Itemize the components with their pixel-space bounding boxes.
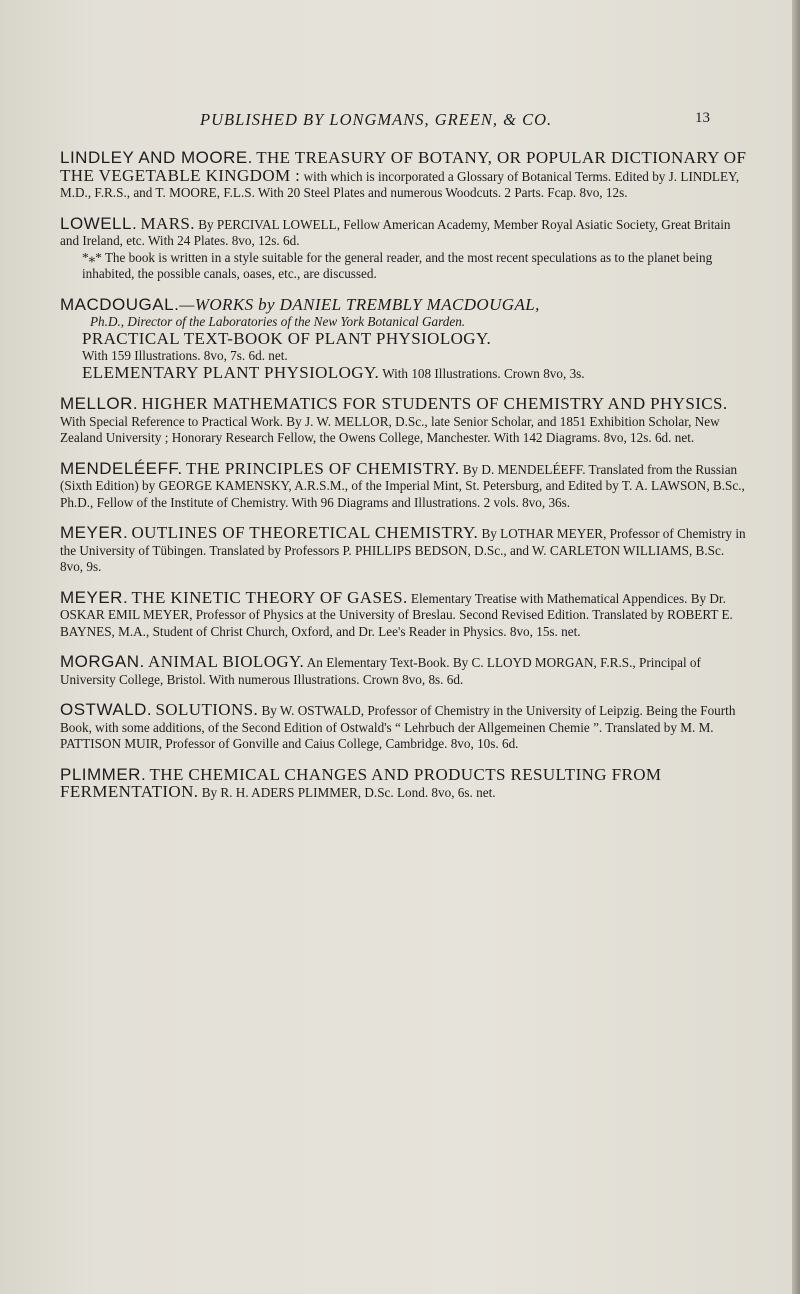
entry-author: LOWELL. [60,213,138,233]
entry-body: By PERCIVAL LOWELL, Fellow American Academy, Member Royal Asiatic Society, Great Britain and Ireland, etc. With 24 Plates. 8vo, 12s. 6d. [60,216,731,248]
entry-title: THE KINETIC THEORY OF GASES. [131,587,408,607]
entry-note: *⁎* The book is written in a style suitable for the general reader, and the most recent speculations as to the planet being inhabited, the possible canals, oases, etc., are discussed. [82,249,713,281]
entry-title: —WORKS by DANIEL TREMBLY MACDOUGAL, [179,294,540,314]
entry-body: Elementary Treatise with Mathematical Appendices. By Dr. OSKAR EMIL MEYER, Professor of Physics at the University of Breslau. Second Revised Edition. Translated by ROBERT E. BAYNES, M.A., Student of Christ Church, Oxford, and Dr. Lee's Reader in Physics. 8vo, 15s. net. [60,590,733,639]
entry-title: THE TREASURY OF BOTANY, OR POPULAR DICTIONARY OF THE VEGETABLE KINGDOM : [60,148,747,185]
entry-title: HIGHER MATHEMATICS FOR STUDENTS OF CHEMISTRY AND PHYSICS. [141,394,728,413]
entry-author: MEYER. [60,523,129,542]
catalogue-entry [60,294,750,383]
entry-title: MARS. [140,213,195,233]
entry-author: LINDLEY AND MOORE. [60,148,253,167]
entry-body: By W. OSTWALD, Professor of Chemistry in the University of Leipzig. Being the Fourth Book, with some additions, of the Second Edition of Ostwald's “ Lehrbuch der Allgemeinen Chemie ”. Translated by M. M. PATTISON MUIR, Professor of Gonville and Caius College, Cambridge. 8vo, 10s. 6d. [60,703,736,751]
entry-body: With Special Reference to Practical Work. By J. W. MELLOR, D.Sc., late Senior Scholar, and 1851 Exhibition Scholar, New Zealand University ; Honorary Research Fellow, the Owens College, Manchester. With 142 Diagrams. 8vo, 12s. 6d. net. [60,413,720,445]
catalogue-entries [60,150,750,816]
entry-body: By R. H. ADERS PLIMMER, D.Sc. Lond. 8vo, 6s. net. [201,785,496,800]
catalogue-entry [60,525,750,576]
running-header: PUBLISHED BY LONGMANS, GREEN, & CO. [200,110,553,129]
catalogue-entry [60,702,750,753]
catalogue-entry [60,213,750,283]
catalogue-entry [60,587,750,641]
catalogue-entry [60,764,750,802]
entry-author: PLIMMER. [60,764,147,784]
catalogue-entry [60,458,750,512]
catalogue-entry [60,150,750,202]
work-body: With 108 Illustrations. Crown 8vo, 3s. [382,365,585,381]
work-body: With 159 Illustrations. 8vo, 7s. 6d. net. [82,348,288,363]
entry-body: By LOTHAR MEYER, Professor of Chemistry in the University of Tübingen. Translated by Professors P. PHILLIPS BEDSON, D.Sc., and W. CARLETON WILLIAMS, B.Sc. 8vo, 9s. [60,526,746,574]
entry-title: THE CHEMICAL CHANGES AND PRODUCTS RESULTING FROM FERMENTATION. [60,764,662,801]
entry-title: OUTLINES OF THEORETICAL CHEMISTRY. [131,523,479,542]
entry-author: MELLOR. [60,394,139,413]
entry-body: By D. MENDELÉEFF. Translated from the Russian (Sixth Edition) by GEORGE KAMENSKY, A.R.S.M., of the Imperial Mint, St. Petersburg, and Edited by T. A. LAWSON, B.Sc., Ph.D., Fellow of the Institute of Chemistry. With 96 Diagrams and Illustrations. 2 vols. 8vo, 36s. [60,461,745,510]
entry-author: MORGAN. [60,652,145,671]
entry-body: with which is incorporated a Glossary of Botanical Terms. Edited by J. LINDLEY, M.D., F.R.S., and T. MOORE, F.L.S. With 20 Steel Plates and numerous Woodcuts. 2 Parts. Fcap. 8vo, 12s. [60,168,740,200]
entry-title: ANIMAL BIOLOGY. [148,652,305,671]
page-edge [792,0,800,1294]
catalogue-entry [60,654,750,688]
entry-body: An Elementary Text-Book. By C. LLOYD MORGAN, F.R.S., Principal of University College, Bristol. With numerous Illustrations. Crown 8vo, 8s. 6d. [60,655,701,687]
work-title: ELEMENTARY PLANT PHYSIOLOGY. [82,362,380,382]
entry-author: MENDELÉEFF. [60,458,183,478]
entry-title: SOLUTIONS. [155,700,259,719]
catalogue-entry [60,396,750,447]
entry-subtitle: Ph.D., Director of the Laboratories of the New York Botanical Garden. [90,314,466,329]
entry-author: MEYER. [60,587,129,607]
work-title: PRACTICAL TEXT-BOOK OF PLANT PHYSIOLOGY. [82,328,492,348]
page-number: 13 [695,110,710,126]
entry-author: MACDOUGAL. [60,294,180,314]
entry-title: THE PRINCIPLES OF CHEMISTRY. [185,458,460,478]
entry-author: OSTWALD. [60,700,153,719]
